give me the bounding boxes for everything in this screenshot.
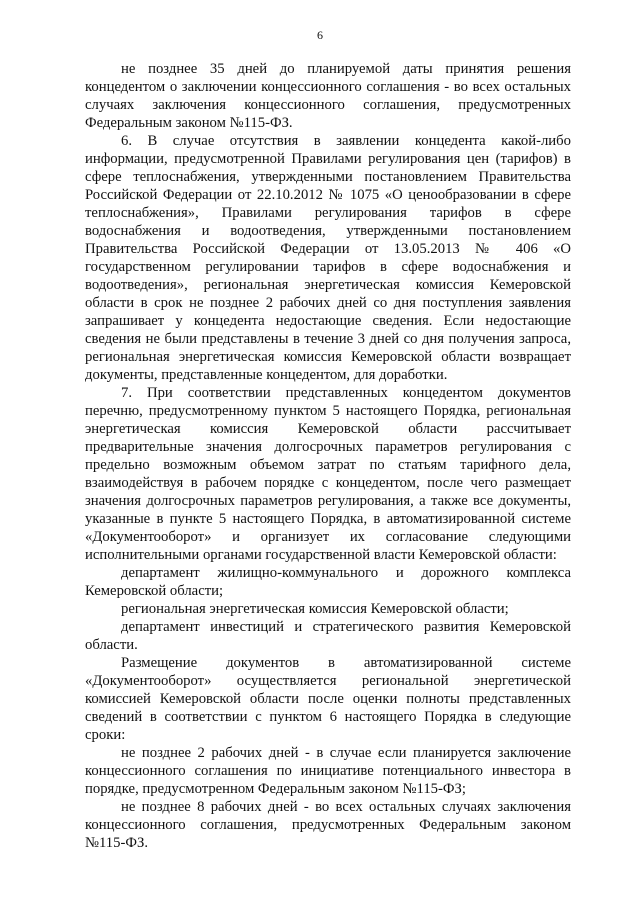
list-item-housing-department: департамент жилищно-коммунального и дорожного комплекса Кемеровской области; bbox=[85, 565, 571, 599]
paragraph-deadline-2-days: не позднее 2 рабочих дней - в случае если планируется заключение концессионного соглашения по инициативе потенциального инвестора в порядке, предусмотренном Федеральным законом №115-ФЗ; bbox=[85, 745, 571, 797]
page-number: 6 bbox=[317, 28, 323, 42]
list-item-energy-commission: региональная энергетическая комиссия Кемеровской области; bbox=[121, 601, 509, 617]
paragraph-document-placement: Размещение документов в автоматизированной системе «Документооборот» осуществляется региональной энергетической комиссией Кемеровской области после оценки полноты представленных сведений в соответствии с пунктом 6 настоящего Порядка в следующие сроки: bbox=[85, 655, 571, 743]
paragraph-deadline-35-days: не позднее 35 дней до планируемой даты принятия решения концедентом о заключении концессионного соглашения - во всех остальных случаях заключения концессионного соглашения, предусмотренных Федеральным законом №115-ФЗ. bbox=[85, 61, 571, 131]
paragraph-item-6: 6. В случае отсутствия в заявлении концедента какой-либо информации, предусмотренной Правилами регулирования цен (тарифов) в сфере теплоснабжения, утвержденными постановлением Правительства Российской Федерации от 22.10.2012 № 1075 «О ценообразовании в сфере теплоснабжения», Правилами регулирования тарифов в сфере водоснабжения и водоотведения, утвержденными постановлением Правительства Российской Федерации от 13.05.2013 № 406 «О государственном регулировании тарифов в сфере водоснабжения и водоотведения», региональная энергетическая комиссия Кемеровской области в срок не позднее 2 рабочих дней со дня поступления заявления запрашивает у концедента недостающие сведения. Если недостающие сведения не были представлены в течение 3 дней со дня получения запроса, региональная энергетическая комиссия Кемеровской области возвращает документы, представленные концедентом, для доработки. bbox=[85, 133, 571, 383]
paragraph-deadline-8-days: не позднее 8 рабочих дней - во всех остальных случаях заключения концессионного соглашения, предусмотренных Федеральным законом №115-ФЗ. bbox=[85, 799, 571, 851]
document-body bbox=[85, 60, 571, 852]
list-item-investment-department: департамент инвестиций и стратегического развития Кемеровской области. bbox=[85, 619, 571, 653]
paragraph-item-7: 7. При соответствии представленных концедентом документов перечню, предусмотренному пунктом 5 настоящего Порядка, региональная энергетическая комиссия Кемеровской области рассчитывает предварительные значения долгосрочных параметров регулирования с предельно возможным объемом затрат по статьям тарифного дела, взаимодействуя в рабочем порядке с концедентом, после чего размещает значения долгосрочных параметров регулирования, а также все документы, указанные в пункте 5 настоящего Порядка, в автоматизированной системе «Документооборот» и организует их согласование следующими исполнительными органами государственной власти Кемеровской области: bbox=[85, 385, 571, 563]
